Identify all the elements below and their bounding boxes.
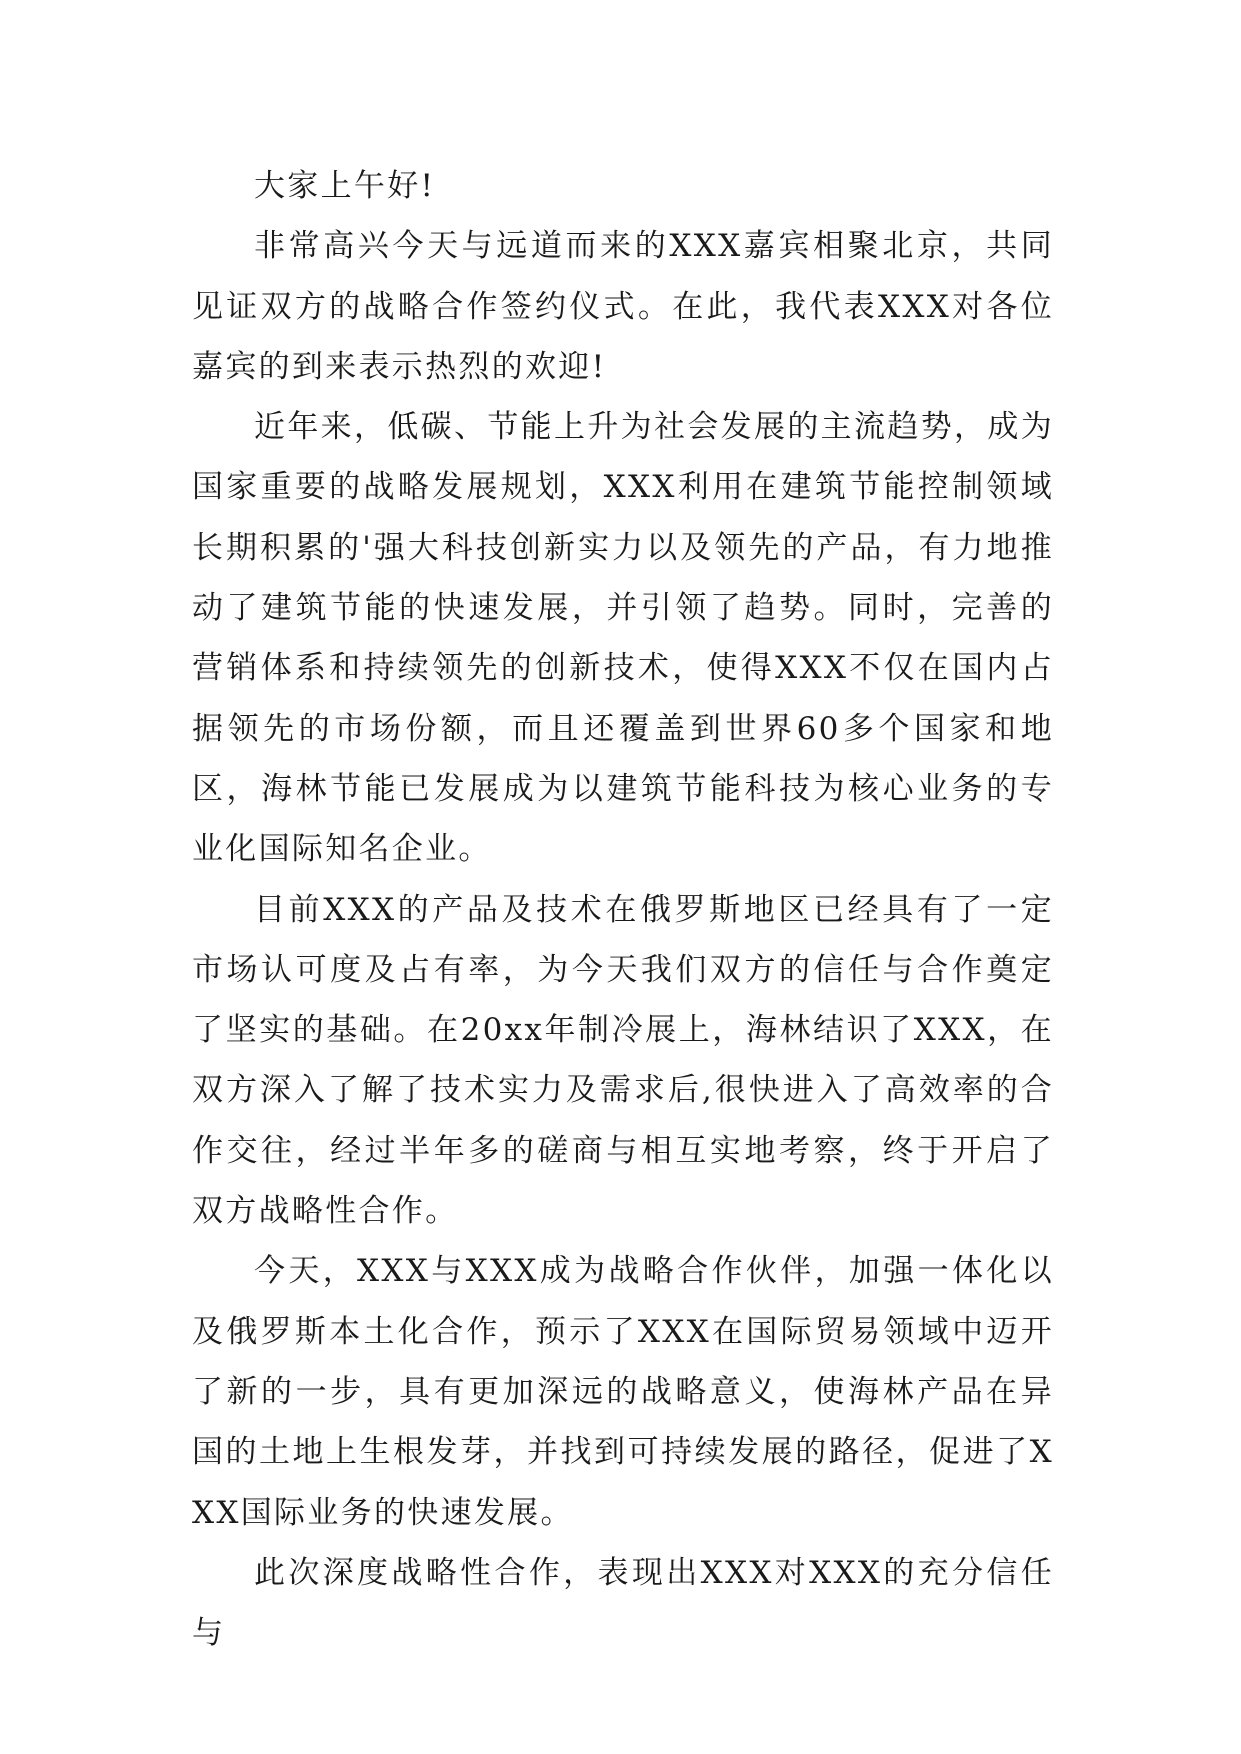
speech-body — [192, 156, 1054, 1663]
paragraph-deep-cooperation: 此次深度战略性合作，表现出XXX对XXX的充分信任与 — [192, 1554, 1054, 1652]
paragraph-russia-market: 目前XXX的产品及技术在俄罗斯地区已经具有了一定市场认可度及占有率，为今天我们双方的信任与合作奠定了坚实的基础。在20xx年制冷展上，海林结识了XXX，在双方深入了解了技术实力及需求后,很快进入了高效率的合作交往，经过半年多的磋商与相互实地考察，终于开启了双方战略性合作。 — [192, 891, 1054, 1230]
paragraph-greeting: 大家上午好! — [254, 168, 436, 204]
paragraph-strategic-partnership: 今天，XXX与XXX成为战略合作伙伴，加强一体化以及俄罗斯本土化合作，预示了XXX在国际贸易领域中迈开了新的一步，具有更加深远的战略意义，使海林产品在异国的土地上生根发芽，并找到可持续发展的路径，促进了XXX国际业务的快速发展。 — [192, 1253, 1054, 1531]
paragraph-welcome: 非常高兴今天与远道而来的XXX嘉宾相聚北京，共同见证双方的战略合作签约仪式。在此，我代表XXX对各位嘉宾的到来表示热烈的欢迎! — [192, 228, 1054, 385]
paragraph-company-background: 近年来，低碳、节能上升为社会发展的主流趋势，成为国家重要的战略发展规划，XXX利用在建筑节能控制领域长期积累的'强大科技创新实力以及领先的产品，有力地推动了建筑节能的快速发展，并引领了趋势。同时，完善的营销体系和持续领先的创新技术，使得XXX不仅在国内占据领先的市场份额，而且还覆盖到世界60多个国家和地区，海林节能已发展成为以建筑节能科技为核心业务的专业化国际知名企业。 — [192, 409, 1054, 868]
